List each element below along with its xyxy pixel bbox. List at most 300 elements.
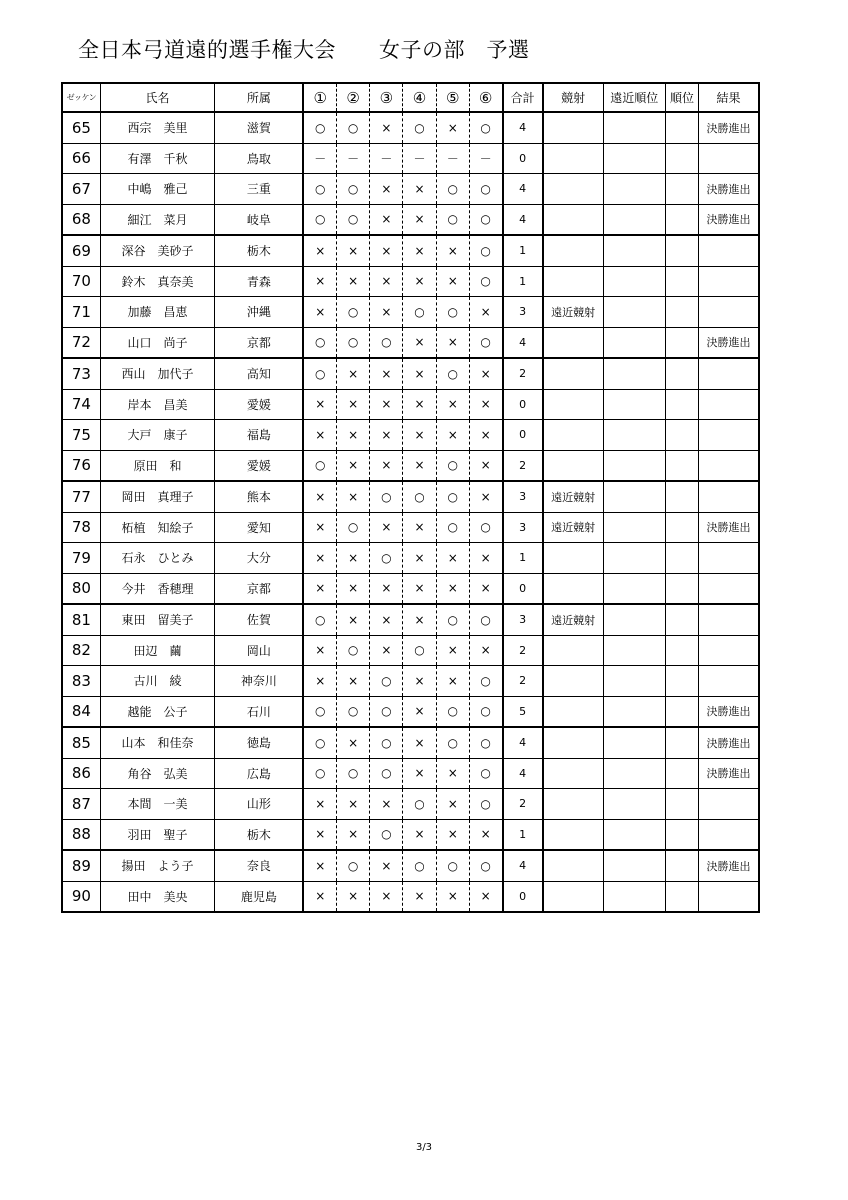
shot-3-mark: × bbox=[370, 450, 403, 481]
athlete-name: 岡田 真理子 bbox=[100, 481, 215, 512]
competition-cell bbox=[543, 204, 603, 235]
shot-3-mark: ○ bbox=[370, 758, 403, 789]
athlete-affiliation: 神奈川 bbox=[215, 666, 304, 697]
rank-cell bbox=[665, 389, 698, 420]
competition-cell bbox=[543, 850, 603, 881]
total-hits: 4 bbox=[503, 112, 543, 143]
far-near-rank-cell bbox=[603, 450, 665, 481]
result-cell bbox=[699, 450, 759, 481]
shot-1-mark: ○ bbox=[303, 204, 336, 235]
total-hits: 3 bbox=[503, 297, 543, 328]
athlete-affiliation: 広島 bbox=[215, 758, 304, 789]
header-far-near-rank: 遠近順位 bbox=[603, 83, 665, 112]
total-hits: 4 bbox=[503, 327, 543, 358]
shot-2-mark: × bbox=[337, 573, 370, 604]
shot-3-mark: × bbox=[370, 358, 403, 389]
athlete-name: 岸本 昌美 bbox=[100, 389, 215, 420]
shot-1-mark: ○ bbox=[303, 758, 336, 789]
zekken-number: 67 bbox=[62, 174, 100, 205]
rank-cell bbox=[665, 727, 698, 758]
header-zekken: ゼッケン bbox=[62, 83, 100, 112]
total-hits: 0 bbox=[503, 573, 543, 604]
competition-cell bbox=[543, 450, 603, 481]
shot-1-mark: × bbox=[303, 512, 336, 543]
shot-2-mark: × bbox=[337, 266, 370, 297]
result-cell bbox=[699, 420, 759, 451]
far-near-rank-cell bbox=[603, 758, 665, 789]
shot-5-mark: × bbox=[436, 327, 469, 358]
shot-2-mark: × bbox=[337, 420, 370, 451]
shot-2-mark: × bbox=[337, 881, 370, 912]
competition-cell: 遠近競射 bbox=[543, 297, 603, 328]
shot-1-mark: × bbox=[303, 420, 336, 451]
result-cell: 決勝進出 bbox=[699, 758, 759, 789]
shot-6-mark: ○ bbox=[469, 512, 502, 543]
table-row bbox=[62, 512, 759, 543]
rank-cell bbox=[665, 112, 698, 143]
far-near-rank-cell bbox=[603, 819, 665, 850]
result-cell bbox=[699, 573, 759, 604]
header-result: 結果 bbox=[699, 83, 759, 112]
athlete-affiliation: 山形 bbox=[215, 789, 304, 820]
shot-3-mark: × bbox=[370, 604, 403, 635]
table-row bbox=[62, 204, 759, 235]
athlete-affiliation: 愛媛 bbox=[215, 450, 304, 481]
shot-5-mark: ○ bbox=[436, 174, 469, 205]
shot-3-mark: × bbox=[370, 112, 403, 143]
shot-6-mark: ○ bbox=[469, 327, 502, 358]
competition-cell bbox=[543, 881, 603, 912]
total-hits: 1 bbox=[503, 543, 543, 574]
rank-cell bbox=[665, 420, 698, 451]
shot-5-mark: ○ bbox=[436, 850, 469, 881]
table-row bbox=[62, 174, 759, 205]
table-row bbox=[62, 635, 759, 666]
shot-4-mark: × bbox=[403, 543, 436, 574]
shot-4-mark: × bbox=[403, 758, 436, 789]
zekken-number: 82 bbox=[62, 635, 100, 666]
shot-2-mark: ○ bbox=[337, 635, 370, 666]
result-cell: 決勝進出 bbox=[699, 696, 759, 727]
shot-3-mark: ○ bbox=[370, 543, 403, 574]
shot-1-mark: × bbox=[303, 266, 336, 297]
shot-6-mark: ○ bbox=[469, 727, 502, 758]
shot-3-mark: × bbox=[370, 266, 403, 297]
athlete-name: 山本 和佳奈 bbox=[100, 727, 215, 758]
athlete-name: 羽田 聖子 bbox=[100, 819, 215, 850]
shot-6-mark: × bbox=[469, 358, 502, 389]
result-cell bbox=[699, 819, 759, 850]
total-hits: 4 bbox=[503, 727, 543, 758]
far-near-rank-cell bbox=[603, 789, 665, 820]
shot-2-mark: × bbox=[337, 666, 370, 697]
shot-1-mark: × bbox=[303, 573, 336, 604]
competition-cell bbox=[543, 543, 603, 574]
result-cell bbox=[699, 389, 759, 420]
far-near-rank-cell bbox=[603, 358, 665, 389]
shot-4-mark: × bbox=[403, 573, 436, 604]
shot-6-mark: ○ bbox=[469, 789, 502, 820]
athlete-affiliation: 滋賀 bbox=[215, 112, 304, 143]
athlete-affiliation: 福島 bbox=[215, 420, 304, 451]
shot-2-mark: ○ bbox=[337, 174, 370, 205]
shot-4-mark: ○ bbox=[403, 635, 436, 666]
shot-6-mark: × bbox=[469, 543, 502, 574]
zekken-number: 89 bbox=[62, 850, 100, 881]
zekken-number: 76 bbox=[62, 450, 100, 481]
table-row bbox=[62, 666, 759, 697]
shot-4-mark: × bbox=[403, 450, 436, 481]
shot-1-mark: × bbox=[303, 543, 336, 574]
shot-3-mark: － bbox=[370, 143, 403, 174]
far-near-rank-cell bbox=[603, 481, 665, 512]
shot-3-mark: × bbox=[370, 297, 403, 328]
shot-1-mark: ○ bbox=[303, 696, 336, 727]
shot-6-mark: × bbox=[469, 881, 502, 912]
shot-6-mark: ○ bbox=[469, 112, 502, 143]
athlete-name: 越能 公子 bbox=[100, 696, 215, 727]
table-row bbox=[62, 573, 759, 604]
shot-5-mark: × bbox=[436, 789, 469, 820]
zekken-number: 79 bbox=[62, 543, 100, 574]
header-affiliation: 所属 bbox=[215, 83, 304, 112]
shot-3-mark: ○ bbox=[370, 327, 403, 358]
competition-cell: 遠近競射 bbox=[543, 604, 603, 635]
competition-cell bbox=[543, 666, 603, 697]
total-hits: 3 bbox=[503, 604, 543, 635]
total-hits: 2 bbox=[503, 789, 543, 820]
result-cell: 決勝進出 bbox=[699, 174, 759, 205]
far-near-rank-cell bbox=[603, 727, 665, 758]
shot-5-mark: ○ bbox=[436, 512, 469, 543]
athlete-affiliation: 沖縄 bbox=[215, 297, 304, 328]
shot-2-mark: ○ bbox=[337, 327, 370, 358]
shot-4-mark: ○ bbox=[403, 789, 436, 820]
athlete-affiliation: 石川 bbox=[215, 696, 304, 727]
far-near-rank-cell bbox=[603, 635, 665, 666]
header-rank: 順位 bbox=[665, 83, 698, 112]
competition-cell bbox=[543, 266, 603, 297]
shot-2-mark: ○ bbox=[337, 112, 370, 143]
athlete-name: 本間 一美 bbox=[100, 789, 215, 820]
athlete-name: 原田 和 bbox=[100, 450, 215, 481]
shot-1-mark: × bbox=[303, 635, 336, 666]
athlete-name: 柘植 知絵子 bbox=[100, 512, 215, 543]
far-near-rank-cell bbox=[603, 666, 665, 697]
header-shot-6: ⑥ bbox=[469, 83, 502, 112]
table-row bbox=[62, 819, 759, 850]
shot-1-mark: × bbox=[303, 235, 336, 266]
shot-6-mark: ○ bbox=[469, 850, 502, 881]
rank-cell bbox=[665, 358, 698, 389]
competition-cell bbox=[543, 758, 603, 789]
result-cell bbox=[699, 481, 759, 512]
athlete-affiliation: 愛媛 bbox=[215, 389, 304, 420]
shot-1-mark: ○ bbox=[303, 358, 336, 389]
total-hits: 1 bbox=[503, 819, 543, 850]
header-shot-3: ③ bbox=[370, 83, 403, 112]
header-total: 合計 bbox=[503, 83, 543, 112]
zekken-number: 78 bbox=[62, 512, 100, 543]
shot-6-mark: ○ bbox=[469, 666, 502, 697]
rank-cell bbox=[665, 327, 698, 358]
zekken-number: 86 bbox=[62, 758, 100, 789]
table-row bbox=[62, 696, 759, 727]
table-row bbox=[62, 789, 759, 820]
rank-cell bbox=[665, 543, 698, 574]
total-hits: 2 bbox=[503, 450, 543, 481]
table-row bbox=[62, 389, 759, 420]
shot-2-mark: ○ bbox=[337, 297, 370, 328]
shot-3-mark: ○ bbox=[370, 727, 403, 758]
results-table bbox=[61, 82, 760, 913]
shot-5-mark: × bbox=[436, 881, 469, 912]
table-row bbox=[62, 297, 759, 328]
result-cell: 決勝進出 bbox=[699, 512, 759, 543]
athlete-name: 田辺 繭 bbox=[100, 635, 215, 666]
shot-5-mark: ○ bbox=[436, 481, 469, 512]
zekken-number: 81 bbox=[62, 604, 100, 635]
shot-3-mark: × bbox=[370, 850, 403, 881]
shot-3-mark: × bbox=[370, 573, 403, 604]
shot-5-mark: × bbox=[436, 112, 469, 143]
total-hits: 3 bbox=[503, 481, 543, 512]
table-row bbox=[62, 112, 759, 143]
shot-3-mark: × bbox=[370, 204, 403, 235]
total-hits: 4 bbox=[503, 850, 543, 881]
rank-cell bbox=[665, 666, 698, 697]
rank-cell bbox=[665, 850, 698, 881]
result-cell bbox=[699, 789, 759, 820]
zekken-number: 72 bbox=[62, 327, 100, 358]
shot-4-mark: × bbox=[403, 666, 436, 697]
athlete-name: 石永 ひとみ bbox=[100, 543, 215, 574]
athlete-name: 揚田 よう子 bbox=[100, 850, 215, 881]
rank-cell bbox=[665, 789, 698, 820]
shot-3-mark: × bbox=[370, 235, 403, 266]
competition-cell bbox=[543, 235, 603, 266]
far-near-rank-cell bbox=[603, 204, 665, 235]
athlete-affiliation: 愛知 bbox=[215, 512, 304, 543]
shot-1-mark: ○ bbox=[303, 450, 336, 481]
shot-2-mark: × bbox=[337, 819, 370, 850]
total-hits: 4 bbox=[503, 204, 543, 235]
shot-6-mark: ○ bbox=[469, 758, 502, 789]
rank-cell bbox=[665, 696, 698, 727]
rank-cell bbox=[665, 635, 698, 666]
athlete-affiliation: 三重 bbox=[215, 174, 304, 205]
shot-4-mark: ○ bbox=[403, 481, 436, 512]
shot-4-mark: × bbox=[403, 266, 436, 297]
shot-3-mark: ○ bbox=[370, 481, 403, 512]
athlete-affiliation: 鳥取 bbox=[215, 143, 304, 174]
shot-4-mark: ○ bbox=[403, 297, 436, 328]
zekken-number: 84 bbox=[62, 696, 100, 727]
competition-cell bbox=[543, 696, 603, 727]
shot-1-mark: × bbox=[303, 666, 336, 697]
shot-4-mark: × bbox=[403, 174, 436, 205]
result-cell: 決勝進出 bbox=[699, 727, 759, 758]
total-hits: 0 bbox=[503, 389, 543, 420]
athlete-affiliation: 京都 bbox=[215, 573, 304, 604]
page-title: 全日本弓道遠的選手権大会 女子の部 予選 bbox=[78, 38, 530, 62]
far-near-rank-cell bbox=[603, 512, 665, 543]
table-row bbox=[62, 266, 759, 297]
total-hits: 0 bbox=[503, 420, 543, 451]
shot-2-mark: ○ bbox=[337, 204, 370, 235]
shot-3-mark: × bbox=[370, 389, 403, 420]
shot-3-mark: × bbox=[370, 512, 403, 543]
shot-1-mark: ○ bbox=[303, 327, 336, 358]
shot-5-mark: － bbox=[436, 143, 469, 174]
rank-cell bbox=[665, 143, 698, 174]
zekken-number: 75 bbox=[62, 420, 100, 451]
zekken-number: 66 bbox=[62, 143, 100, 174]
total-hits: 2 bbox=[503, 635, 543, 666]
result-cell: 決勝進出 bbox=[699, 112, 759, 143]
table-row bbox=[62, 420, 759, 451]
shot-3-mark: × bbox=[370, 789, 403, 820]
far-near-rank-cell bbox=[603, 573, 665, 604]
zekken-number: 68 bbox=[62, 204, 100, 235]
zekken-number: 90 bbox=[62, 881, 100, 912]
shot-2-mark: × bbox=[337, 450, 370, 481]
shot-1-mark: × bbox=[303, 389, 336, 420]
far-near-rank-cell bbox=[603, 327, 665, 358]
far-near-rank-cell bbox=[603, 604, 665, 635]
table-row bbox=[62, 358, 759, 389]
athlete-name: 田中 美央 bbox=[100, 881, 215, 912]
shot-3-mark: ○ bbox=[370, 696, 403, 727]
shot-5-mark: × bbox=[436, 573, 469, 604]
shot-3-mark: × bbox=[370, 420, 403, 451]
athlete-name: 細江 菜月 bbox=[100, 204, 215, 235]
athlete-affiliation: 高知 bbox=[215, 358, 304, 389]
shot-5-mark: × bbox=[436, 266, 469, 297]
shot-1-mark: × bbox=[303, 881, 336, 912]
far-near-rank-cell bbox=[603, 850, 665, 881]
result-cell: 決勝進出 bbox=[699, 850, 759, 881]
athlete-affiliation: 栃木 bbox=[215, 819, 304, 850]
shot-5-mark: × bbox=[436, 635, 469, 666]
shot-2-mark: ○ bbox=[337, 512, 370, 543]
competition-cell: 遠近競射 bbox=[543, 512, 603, 543]
shot-2-mark: × bbox=[337, 604, 370, 635]
result-cell bbox=[699, 666, 759, 697]
far-near-rank-cell bbox=[603, 696, 665, 727]
total-hits: 0 bbox=[503, 143, 543, 174]
shot-4-mark: × bbox=[403, 512, 436, 543]
total-hits: 1 bbox=[503, 235, 543, 266]
zekken-number: 71 bbox=[62, 297, 100, 328]
shot-1-mark: ○ bbox=[303, 604, 336, 635]
shot-2-mark: × bbox=[337, 389, 370, 420]
athlete-affiliation: 奈良 bbox=[215, 850, 304, 881]
shot-2-mark: ○ bbox=[337, 850, 370, 881]
athlete-name: 古川 綾 bbox=[100, 666, 215, 697]
table-row bbox=[62, 850, 759, 881]
competition-cell bbox=[543, 573, 603, 604]
result-cell bbox=[699, 881, 759, 912]
shot-6-mark: × bbox=[469, 481, 502, 512]
athlete-affiliation: 佐賀 bbox=[215, 604, 304, 635]
rank-cell bbox=[665, 512, 698, 543]
rank-cell bbox=[665, 819, 698, 850]
shot-6-mark: ○ bbox=[469, 235, 502, 266]
shot-4-mark: × bbox=[403, 327, 436, 358]
result-cell: 決勝進出 bbox=[699, 204, 759, 235]
athlete-name: 中嶋 雅己 bbox=[100, 174, 215, 205]
zekken-number: 70 bbox=[62, 266, 100, 297]
far-near-rank-cell bbox=[603, 543, 665, 574]
competition-cell bbox=[543, 358, 603, 389]
header-shot-5: ⑤ bbox=[436, 83, 469, 112]
competition-cell: 遠近競射 bbox=[543, 481, 603, 512]
zekken-number: 65 bbox=[62, 112, 100, 143]
rank-cell bbox=[665, 204, 698, 235]
result-cell bbox=[699, 143, 759, 174]
table-row bbox=[62, 727, 759, 758]
athlete-name: 加藤 昌恵 bbox=[100, 297, 215, 328]
athlete-name: 山口 尚子 bbox=[100, 327, 215, 358]
athlete-affiliation: 岐阜 bbox=[215, 204, 304, 235]
athlete-name: 西宗 美里 bbox=[100, 112, 215, 143]
rank-cell bbox=[665, 266, 698, 297]
shot-5-mark: × bbox=[436, 666, 469, 697]
far-near-rank-cell bbox=[603, 389, 665, 420]
result-cell bbox=[699, 358, 759, 389]
rank-cell bbox=[665, 174, 698, 205]
shot-4-mark: × bbox=[403, 204, 436, 235]
rank-cell bbox=[665, 235, 698, 266]
rank-cell bbox=[665, 604, 698, 635]
athlete-name: 有澤 千秋 bbox=[100, 143, 215, 174]
shot-6-mark: × bbox=[469, 389, 502, 420]
athlete-affiliation: 青森 bbox=[215, 266, 304, 297]
shot-6-mark: × bbox=[469, 819, 502, 850]
zekken-number: 69 bbox=[62, 235, 100, 266]
table-row bbox=[62, 235, 759, 266]
shot-3-mark: × bbox=[370, 635, 403, 666]
shot-2-mark: × bbox=[337, 543, 370, 574]
shot-5-mark: × bbox=[436, 758, 469, 789]
rank-cell bbox=[665, 573, 698, 604]
shot-1-mark: × bbox=[303, 850, 336, 881]
competition-cell bbox=[543, 789, 603, 820]
result-cell: 決勝進出 bbox=[699, 327, 759, 358]
athlete-affiliation: 栃木 bbox=[215, 235, 304, 266]
shot-4-mark: － bbox=[403, 143, 436, 174]
shot-5-mark: × bbox=[436, 819, 469, 850]
header-shot-2: ② bbox=[337, 83, 370, 112]
shot-6-mark: ○ bbox=[469, 266, 502, 297]
far-near-rank-cell bbox=[603, 235, 665, 266]
shot-4-mark: × bbox=[403, 389, 436, 420]
shot-4-mark: × bbox=[403, 604, 436, 635]
shot-6-mark: ○ bbox=[469, 604, 502, 635]
total-hits: 3 bbox=[503, 512, 543, 543]
rank-cell bbox=[665, 297, 698, 328]
shot-5-mark: × bbox=[436, 235, 469, 266]
result-cell bbox=[699, 297, 759, 328]
shot-5-mark: ○ bbox=[436, 727, 469, 758]
shot-3-mark: × bbox=[370, 881, 403, 912]
competition-cell bbox=[543, 420, 603, 451]
shot-6-mark: ○ bbox=[469, 174, 502, 205]
competition-cell bbox=[543, 174, 603, 205]
shot-2-mark: × bbox=[337, 358, 370, 389]
far-near-rank-cell bbox=[603, 112, 665, 143]
